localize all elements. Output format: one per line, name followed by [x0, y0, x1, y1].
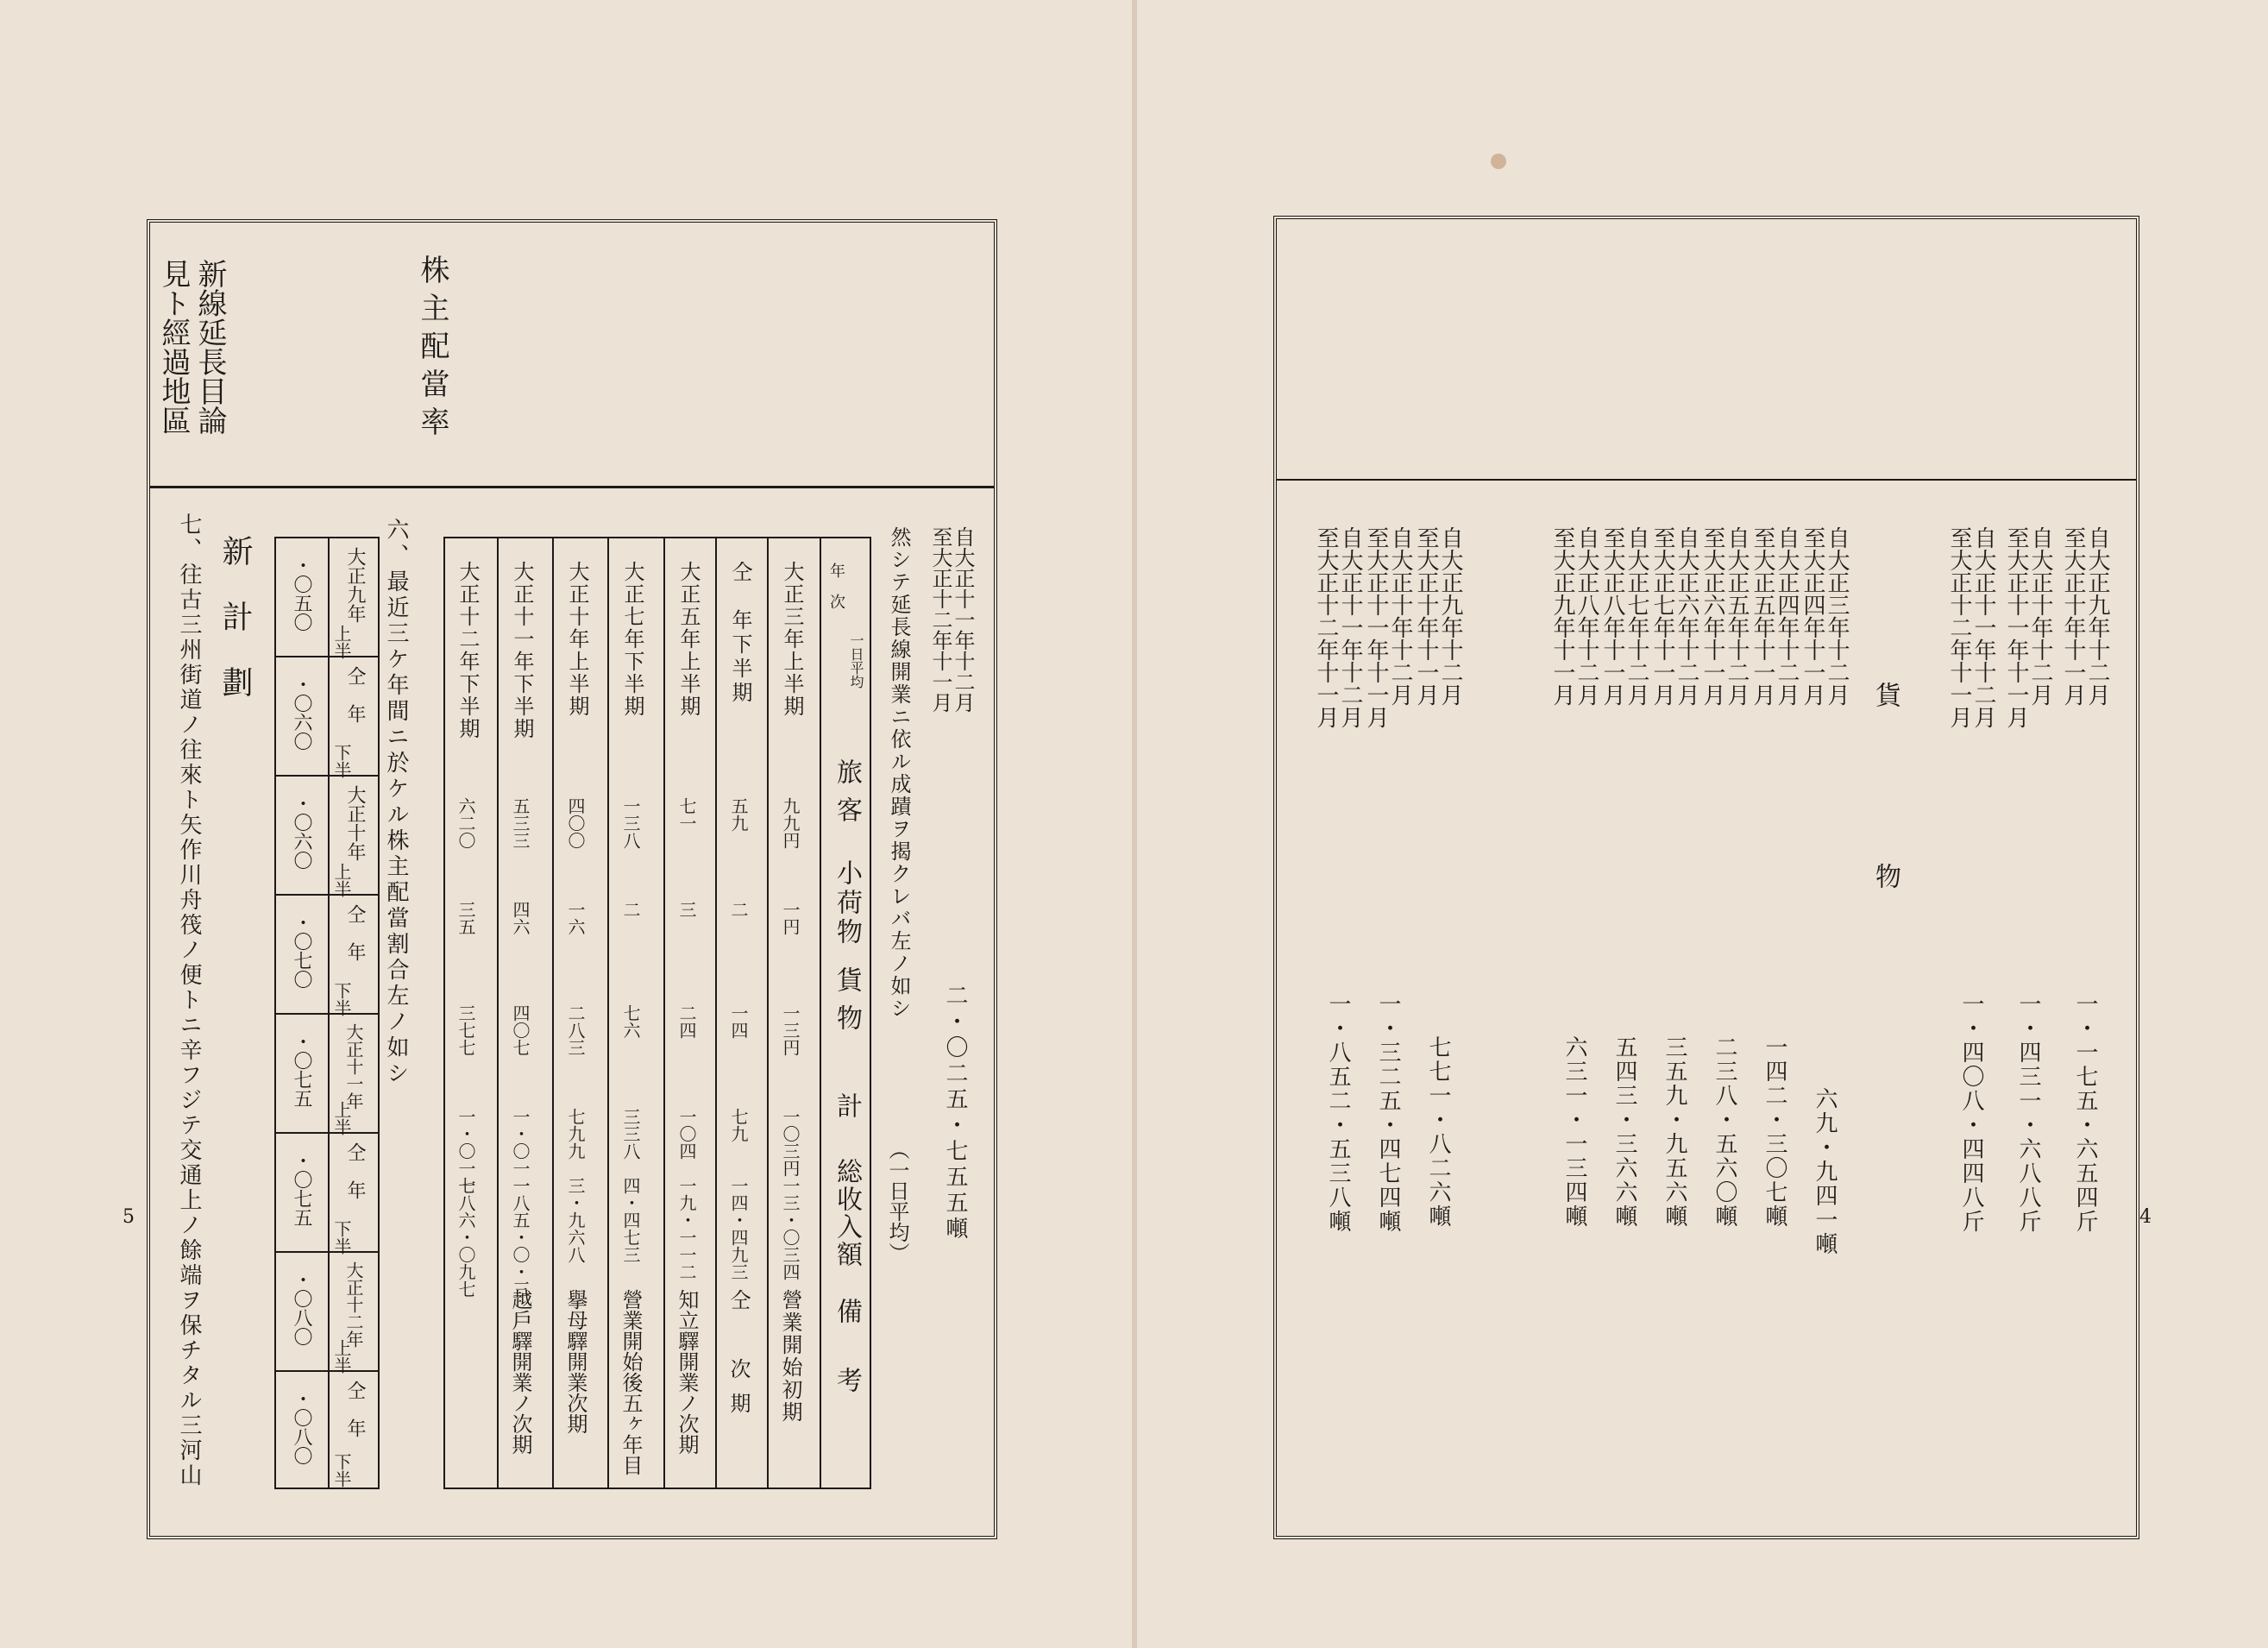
cargo-label-char: 貨	[1870, 682, 1900, 708]
dividend-label: 株主配當率	[415, 255, 449, 444]
cell-total: 一・〇一一	[510, 1108, 531, 1194]
column-rule-3	[663, 538, 665, 1488]
period-from: 自大正四年十二月	[1774, 526, 1800, 706]
cell-remarks: 仝 次期	[726, 1289, 751, 1427]
dividend-row-rule-1	[276, 656, 378, 657]
cargo-value: 一・四〇八・四四八斤	[1958, 992, 1984, 1234]
cargo-value: 三五九・九五六噸	[1662, 1035, 1687, 1229]
period-from: 自大正六年十二月	[1674, 526, 1699, 706]
cell-passenger: 七一	[676, 797, 697, 832]
cell-total: 七九九	[565, 1108, 586, 1160]
cell-remarks: 營業開始後五ヶ年目	[619, 1289, 643, 1475]
dividend-value: ・〇七〇	[291, 913, 312, 989]
cargo-value: 一四二・三〇七噸	[1762, 1035, 1787, 1229]
dividend-value: ・〇五〇	[291, 556, 312, 632]
period-to: 至大正五年十一月	[1750, 526, 1775, 706]
stain-spot	[1491, 154, 1506, 169]
row-period: 大正十二年下半期	[455, 561, 480, 740]
cell-parcel: 一六	[565, 901, 586, 935]
right-page	[1137, 0, 2268, 1648]
cell-cargo: 二八三	[565, 1004, 586, 1056]
right-frame-divider	[1277, 479, 2136, 481]
cell-remarks: 擧母驛開業次期	[563, 1289, 587, 1434]
dividend-half: 上半	[331, 1101, 352, 1135]
cell-cargo: 三七七	[455, 1004, 476, 1056]
results-table	[443, 537, 871, 1489]
dividend-year: 大正十二年	[343, 1261, 364, 1348]
dividend-year: 仝 年	[344, 1142, 366, 1199]
dividend-value: ・〇六〇	[291, 675, 312, 751]
period-to: 至大正十二年十一月	[1313, 526, 1339, 728]
cell-revenue: 一三・〇三四	[780, 1177, 801, 1280]
cargo-value: 六九・九四一噸	[1812, 1087, 1838, 1256]
row-period: 大正三年上半期	[780, 561, 804, 718]
route-label: 見ト經過地區	[156, 259, 191, 435]
cell-total: 一〇三円	[780, 1108, 801, 1177]
summary-period-from: 自大正十一年十二月	[951, 526, 975, 713]
period-from: 自大正五年十二月	[1724, 526, 1750, 706]
cell-remarks: 知立驛開業ノ次期	[675, 1289, 699, 1455]
period-from: 自大正十一年十二月	[1337, 526, 1363, 728]
cell-parcel: 四六	[510, 901, 531, 935]
cell-total: 一〇四	[676, 1108, 697, 1160]
dividend-row-rule-5	[276, 1132, 378, 1134]
corner-daily: 一日平均	[848, 633, 864, 689]
plan-text: 七、往古三州街道ノ往來ト矢作川舟筏ノ便トニ辛フジテ交通上ノ餘端ヲ保チタル三河山	[176, 513, 202, 1488]
dividend-year: 大正十年	[344, 785, 366, 861]
cargo-value: 一・一七五・六五四斤	[2072, 992, 2098, 1234]
dividend-year: 大正九年	[344, 547, 366, 623]
cell-revenue: 一八六・〇九七	[455, 1177, 476, 1298]
cargo-value: 七七一・八二六噸	[1425, 1035, 1451, 1229]
cell-revenue: 一四・四九三	[728, 1177, 749, 1280]
cell-total: 七九	[728, 1108, 749, 1142]
cell-total: 三三八	[620, 1108, 641, 1160]
period-from: 自大正八年十二月	[1574, 526, 1599, 706]
cargo-label-char: 物	[1870, 863, 1900, 889]
period-from: 自大正十一年十二月	[1970, 526, 1996, 728]
cell-parcel: 二	[728, 901, 749, 918]
dividend-year: 大正十一年	[343, 1023, 364, 1110]
row-period: 大正五年上半期	[676, 561, 701, 718]
cell-passenger: 五三三	[510, 797, 531, 849]
header-passenger: 旅客	[832, 758, 862, 834]
period-from: 自大正七年十二月	[1624, 526, 1649, 706]
cell-passenger: 九九円	[780, 797, 801, 849]
column-rule-6	[497, 538, 499, 1488]
cargo-value: 二三八・五六〇噸	[1712, 1035, 1737, 1229]
cell-total: 一・〇一七	[455, 1108, 476, 1194]
period-to: 至大正十年十一月	[1413, 526, 1439, 706]
header-revenue: 総收入額	[832, 1158, 862, 1268]
dividend-row-rule-3	[276, 894, 378, 896]
cell-passenger: 一三八	[620, 797, 641, 849]
cell-cargo: 七六	[620, 1004, 641, 1039]
cell-remarks: 營業開始初期	[778, 1289, 802, 1424]
dividend-row-rule-4	[276, 1013, 378, 1015]
dividend-year: 仝 年	[344, 666, 366, 723]
row-period: 大正七年下半期	[620, 561, 644, 718]
left-page	[0, 0, 1132, 1648]
period-to: 至大正十二年十一月	[1946, 526, 1972, 728]
cell-cargo: 二四	[676, 1004, 697, 1039]
period-from: 自大正三年十二月	[1824, 526, 1850, 706]
cell-passenger: 五九	[728, 797, 749, 832]
period-from: 自大正九年十二月	[2084, 526, 2110, 706]
period-to: 至大正四年十一月	[1800, 526, 1825, 706]
new-line-label: 新線延長目論	[192, 259, 227, 435]
row-period: 大正十一年下半期	[510, 561, 534, 740]
cell-cargo: 四〇七	[510, 1004, 531, 1056]
dividend-value: ・〇六〇	[291, 794, 312, 870]
period-to: 至大正十一年十一月	[2003, 526, 2029, 728]
dividend-row-rule-7	[276, 1370, 378, 1372]
cargo-value: 五四三・三六六噸	[1611, 1035, 1637, 1229]
summary-period-to: 至大正十二年十一月	[928, 526, 952, 713]
cell-revenue: 三・九六八	[565, 1177, 586, 1263]
cell-revenue: 一八五・〇・三	[510, 1177, 531, 1298]
dividend-half: 下半	[331, 744, 352, 778]
row-period: 仝 年下半期	[728, 561, 752, 706]
cell-remarks: 越戶驛開業ノ次期	[508, 1289, 532, 1455]
page-number-right: 4	[2139, 1206, 2152, 1228]
cell-cargo: 一四	[728, 1004, 749, 1039]
period-to: 至大正六年十一月	[1699, 526, 1725, 706]
period-from: 自大正九年十二月	[1437, 526, 1463, 706]
cell-passenger: 四〇〇	[565, 797, 586, 849]
dividend-row-rule-6	[276, 1251, 378, 1253]
period-from: 自大正十年十二月	[1387, 526, 1413, 706]
corner-year: 年次	[827, 563, 845, 625]
cargo-value: 一・三二五・四七四噸	[1375, 992, 1401, 1234]
right-frame	[1273, 216, 2139, 1539]
header-remarks: 備考	[832, 1298, 862, 1436]
header-cargo: 貨物	[832, 966, 862, 1042]
cell-revenue: 一九・一一二	[676, 1177, 697, 1280]
header-column-rule	[820, 538, 821, 1488]
cell-passenger: 六二〇	[455, 797, 476, 849]
cargo-value: 六三一・一三四噸	[1561, 1035, 1587, 1229]
dividend-heading: 六、最近三ケ年間ニ於ケル株主配當割合左ノ如シ	[383, 518, 409, 1087]
header-parcel: 小荷物	[832, 859, 862, 947]
dividend-year: 仝 年	[344, 904, 366, 961]
column-rule-4	[607, 538, 609, 1488]
plan-heading: 新計劃	[217, 535, 253, 732]
dividend-half: 上半	[331, 863, 352, 897]
period-to: 至大正七年十一月	[1649, 526, 1675, 706]
period-to: 至大正十一年十一月	[1363, 526, 1389, 728]
page-number-left: 5	[123, 1206, 135, 1228]
dividend-half: 上半	[331, 1339, 352, 1374]
column-rule-1	[767, 538, 769, 1488]
cargo-value: 一・四三一・六八八斤	[2015, 992, 2041, 1234]
cell-parcel: 三	[676, 901, 697, 918]
cell-revenue: 四・四七三	[620, 1177, 641, 1263]
dividend-value: ・〇七五	[291, 1151, 312, 1227]
dividend-half: 下半	[331, 1220, 352, 1255]
cell-parcel: 三五	[455, 901, 476, 935]
left-frame-divider	[150, 486, 994, 488]
period-to: 至大正九年十一月	[1549, 526, 1575, 706]
dividend-year: 仝 年	[344, 1381, 366, 1437]
period-from: 自大正十年十二月	[2027, 526, 2053, 706]
period-to: 至大正十年十一月	[2060, 526, 2086, 706]
dividend-half: 上半	[331, 625, 352, 659]
row-period: 大正十年上半期	[565, 561, 589, 718]
column-rule-5	[552, 538, 554, 1488]
cell-cargo: 一三円	[780, 1004, 801, 1056]
dividend-value: ・〇七五	[291, 1032, 312, 1108]
intro-text: 然シテ延長線開業ニ依ル成蹟ヲ揭クレバ左ノ如シ	[887, 526, 911, 1020]
cell-parcel: 二	[620, 901, 641, 918]
column-rule-2	[715, 538, 717, 1488]
intro-note: （一日平均）	[885, 1139, 909, 1263]
period-to: 至大正八年十一月	[1599, 526, 1625, 706]
dividend-table	[274, 537, 380, 1489]
cell-parcel: 一円	[780, 901, 801, 935]
header-total: 計	[832, 1092, 862, 1118]
dividend-half: 下半	[331, 1453, 352, 1488]
cargo-value: 一・八五二・五三八噸	[1325, 992, 1351, 1234]
dividend-half: 下半	[331, 982, 352, 1016]
dividend-value: ・〇八〇	[291, 1389, 312, 1465]
dividend-value: ・〇八〇	[291, 1270, 312, 1346]
dividend-row-rule-2	[276, 775, 378, 777]
summary-value: 二・〇二五・七五五噸	[942, 984, 968, 1242]
